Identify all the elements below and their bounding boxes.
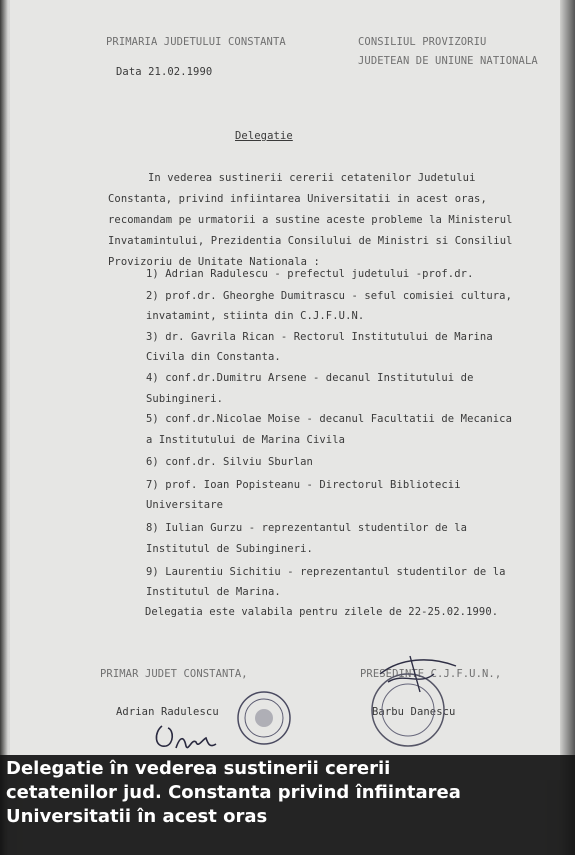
header-right-line-2: JUDETEAN DE UNIUNE NATIONALA <box>358 55 538 67</box>
list-item: Subingineri. <box>146 393 224 405</box>
caption-line-1: Delegatie în vederea sustinerii cererii <box>6 758 391 779</box>
list-item: 1) Adrian Radulescu - prefectul judetului -prof.dr. <box>146 268 474 280</box>
list-item: 4) conf.dr.Dumitru Arsene - decanul Institutului de <box>146 372 474 384</box>
list-item: Institutul de Marina. <box>146 586 281 598</box>
validity-line: Delegatia este valabila pentru zilele de 22-25.02.1990. <box>145 606 499 618</box>
official-seal-left <box>236 690 292 746</box>
signature-left-title: PRIMAR JUDET CONSTANTA, <box>100 668 248 680</box>
list-item: Universitare <box>146 499 224 511</box>
list-item: 5) conf.dr.Nicolae Moise - decanul Facultatii de Mecanica <box>146 413 513 425</box>
document-date: Data 21.02.1990 <box>116 66 213 78</box>
list-item: Institutul de Subingineri. <box>146 543 313 555</box>
list-item: 9) Laurentiu Sichitiu - reprezentantul studentilor de la <box>146 566 506 578</box>
handwritten-signature-left <box>150 718 230 754</box>
list-item: 7) prof. Ioan Popisteanu - Directorul Bibliotecii <box>146 479 461 491</box>
caption-line-2: cetatenilor jud. Constanta privind înfiintarea <box>6 782 461 803</box>
list-item: invatamint, stiinta din C.J.F.U.N. <box>146 310 365 322</box>
caption-line-3: Universitatii în acest oras <box>6 806 268 827</box>
intro-line: Invatamintului, Prezidentia Consilului de Ministri si Consiliul <box>108 235 513 247</box>
signature-right-title: PRESEDINTE C.J.F.U.N., <box>360 668 502 680</box>
signature-right-name: Barbu Danescu <box>372 706 456 718</box>
header-right-line-1: CONSILIUL PROVIZORIU <box>358 36 487 48</box>
signature-left-name: Adrian Radulescu <box>116 706 219 718</box>
list-item: 6) conf.dr. Silviu Sburlan <box>146 456 313 468</box>
intro-line: Provizoriu de Unitate Nationala : <box>108 256 320 268</box>
list-item: 8) Iulian Gurzu - reprezentantul studentilor de la <box>146 522 468 534</box>
list-item: a Institutului de Marina Civila <box>146 434 346 446</box>
list-item: 2) prof.dr. Gheorghe Dumitrascu - seful comisiei cultura, <box>146 290 513 302</box>
document-title: Delegatie <box>235 130 293 142</box>
list-item: 3) dr. Gavrila Rican - Rectorul Institutului de Marina <box>146 331 493 343</box>
intro-line: In vederea sustinerii cererii cetatenilor Judetului <box>148 172 476 184</box>
list-item: Civila din Constanta. <box>146 351 281 363</box>
official-seal-right-with-signature <box>360 652 470 752</box>
intro-line: recomandam pe urmatorii a sustine aceste probleme la Ministerul <box>108 214 513 226</box>
header-left: PRIMARIA JUDETULUI CONSTANTA <box>106 36 286 48</box>
document-page <box>10 0 560 780</box>
intro-line: Constanta, privind infiintarea Universitatii in acest oras, <box>108 193 487 205</box>
photo-caption <box>0 755 575 855</box>
